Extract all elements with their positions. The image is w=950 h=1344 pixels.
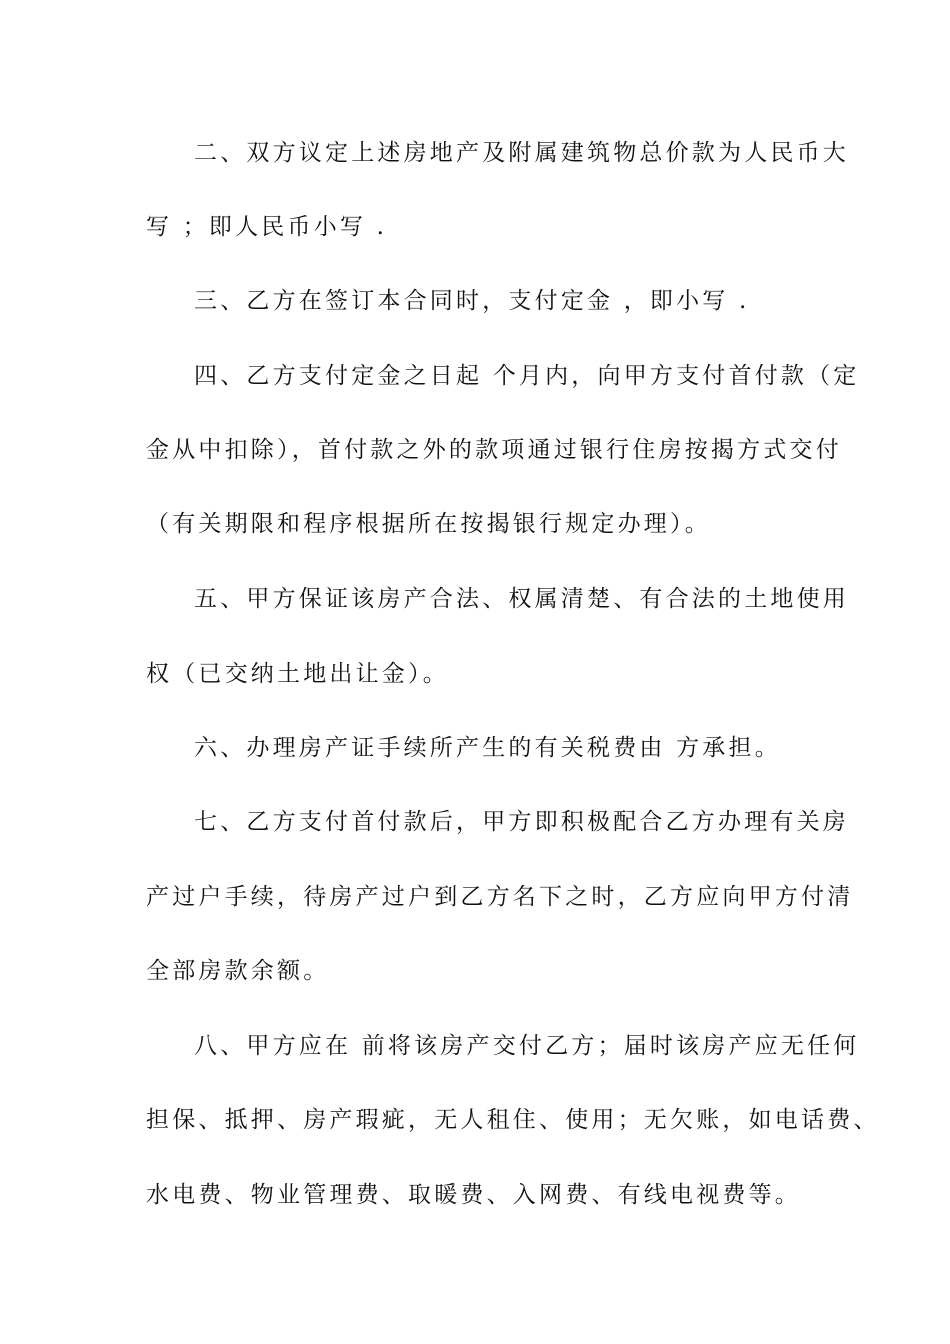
clause-6-line-1: 六、办理房产证手续所产生的有关税费由 方承担。 (194, 735, 781, 761)
clause-8-line-2: 担保、抵押、房产瑕疵，无人租住、使用；无欠账，如电话费、 (146, 1107, 880, 1133)
clause-8-line-3: 水电费、物业管理费、取暖费、入网费、有线电视费等。 (146, 1182, 801, 1208)
clause-3-line-1: 三、乙方在签订本合同时，支付定金 ，即小写 . (194, 288, 750, 314)
clause-5-line-1: 五、甲方保证该房产合法、权属清楚、有合法的土地使用 (194, 586, 849, 612)
clause-7-line-1: 七、乙方支付首付款后，甲方即积极配合乙方办理有关房 (194, 809, 849, 835)
clause-7-line-3: 全部房款余额。 (146, 958, 330, 984)
clause-8-line-1: 八、甲方应在 前将该房产交付乙方；届时该房产应无任何 (194, 1033, 860, 1059)
clause-4-line-2: 金从中扣除），首付款之外的款项通过银行住房按揭方式交付 (146, 437, 842, 463)
clause-7-line-2: 产过户手续，待房产过户到乙方名下之时，乙方应向甲方付清 (146, 884, 854, 910)
clause-4-line-1: 四、乙方支付定金之日起 个月内，向甲方支付首付款（定 (194, 363, 860, 389)
clause-4-line-3: （有关期限和程序根据所在按揭银行规定办理）。 (146, 511, 711, 537)
clause-2-line-2: 写 ；即人民币小写 . (146, 214, 388, 240)
clause-2-line-1: 二、双方议定上述房地产及附属建筑物总价款为人民币大 (194, 140, 849, 166)
clause-5-line-2: 权（已交纳土地出让金）。 (146, 661, 449, 687)
